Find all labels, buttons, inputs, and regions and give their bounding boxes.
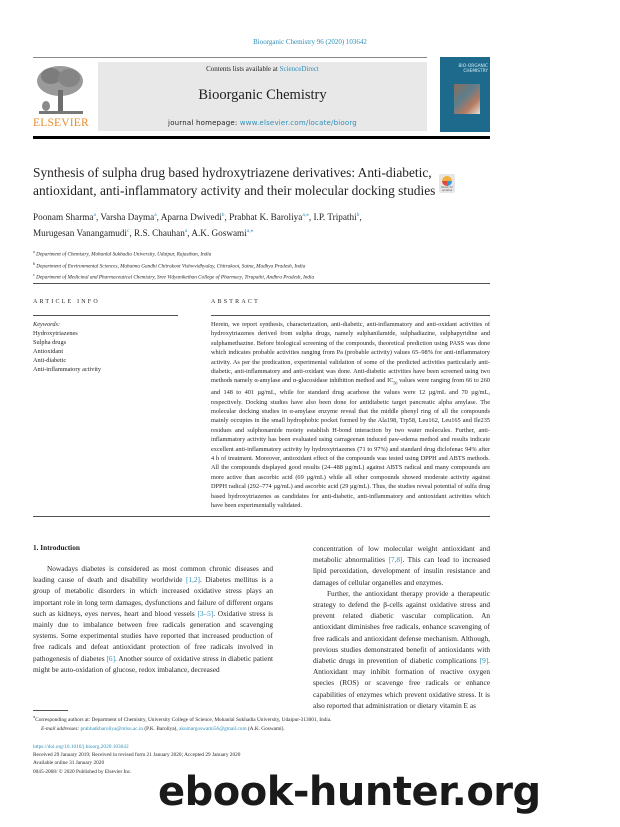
keywords-label: Keywords: [33, 321, 61, 328]
paragraph [313, 588, 490, 711]
crossmark-icon [442, 176, 452, 186]
author-affiliation-marker[interactable]: a [93, 212, 96, 218]
email-link[interactable]: prabhatkbaroliya@mlsu.ac.in [80, 725, 144, 732]
cover-artwork [454, 84, 480, 114]
author-affiliation-marker[interactable]: c [126, 227, 130, 234]
watermark-text: ebook-hunter.org [158, 769, 541, 815]
author-name[interactable]: Aparna Dwivedi [160, 212, 222, 222]
keyword-item: Anti-inflammatory activity [33, 366, 102, 373]
citation-link[interactable]: [9] [479, 656, 489, 666]
author-list: Poonam Sharma$^a$, Varsha Dayma$^a$, Aparna Dwivedi$^b$, Prabhat K. Baroliya$^{a,⁎}$, I.P. Tripathi$^b$, Murugesan Vanangamudi$^c$, R.S. Chauhan$^a$, A.K. Goswami$^{a,⁎}$ [33, 212, 362, 238]
affiliation-list [33, 248, 483, 283]
body-column-left [33, 563, 273, 675]
footnote-emails [33, 725, 503, 734]
email-label: E-mail addresses: [41, 725, 80, 732]
article-info-heading: ARTICLE INFO [33, 299, 100, 305]
header-top-rule [33, 57, 427, 58]
doi-link[interactable]: https://doi.org/10.1016/j.bioorg.2020.103642 [33, 744, 129, 750]
abstract-body [211, 320, 490, 510]
email-owner: (P.K. Baroliya), [143, 725, 179, 732]
keyword-item: Sulpha drugs [33, 339, 67, 346]
affiliation-item [33, 248, 483, 260]
abstract-rule [211, 315, 490, 316]
available-online: Available online 31 January 2020 [33, 760, 105, 767]
email-link[interactable]: akumargoswami56@gmail.com [178, 725, 247, 732]
author-affiliation-marker[interactable]: a,⁎ [302, 212, 309, 218]
author-name[interactable]: Murugesan Vanangamudi [33, 227, 127, 238]
crossmark-label: Check for updates [440, 186, 454, 192]
author-name[interactable]: Prabhat K. Baroliya [229, 212, 303, 222]
abstract-heading: ABSTRACT [211, 299, 260, 305]
running-head-citation[interactable]: Bioorganic Chemistry 96 (2020) 103642 [253, 38, 367, 46]
abstract-bottom-rule [33, 516, 490, 517]
author-name[interactable]: A.K. Goswami [191, 227, 247, 238]
footnote-corresponding [33, 713, 503, 725]
author-affiliation-marker[interactable]: a,⁎ [246, 227, 254, 234]
article-title: Synthesis of sulpha drug based hydroxytriazene derivatives: Anti-diabetic, antioxidant, anti-inflammatory activity and their molecular docking studies [33, 165, 436, 198]
affiliation-item [33, 260, 483, 272]
body-column-right [313, 543, 490, 711]
paragraph-text: . This can lead to increased lipid peroxidation, development of insulin resistance and damages of cellular organelles and enzymes. [313, 555, 490, 587]
article-history: Received 29 January 2019; Received in revised form 21 January 2020; Accepted 29 January 2020 [33, 752, 241, 759]
section-divider [33, 283, 490, 284]
corresponding-author-footnote [33, 713, 503, 733]
citation-link[interactable]: [3–5] [197, 608, 214, 618]
crossmark-check-for-updates-button[interactable] [439, 174, 455, 193]
sciencedirect-link[interactable]: ScienceDirect [279, 65, 319, 73]
elsevier-wordmark: ELSEVIER [33, 117, 89, 129]
paragraph-text: . Oxidative stress is mainly due to imbalance between free radicals generation and scavenging systems. Some experimental studies have reported that increased production of free radicals and defeat antioxidant protection of free radicals involved in pathogenesis of diabetes [33, 608, 273, 663]
footnote-marker: ⁎ [33, 714, 36, 719]
keywords-list [33, 320, 183, 374]
homepage-link[interactable]: www.elsevier.com/locate/bioorg [239, 119, 357, 127]
paragraph [313, 543, 490, 588]
author-name[interactable]: Varsha Dayma [100, 212, 155, 222]
journal-cover-thumbnail[interactable] [440, 57, 490, 132]
header-thick-rule [33, 136, 490, 139]
paragraph-text: . Diabetes mellitus is a group of metabolic disorders in which increased oxidative stress plays an important role in long term damages, dysfunctions and failure of different organs such as kidneys, eyes nerves, heart and blood vessels [33, 575, 273, 618]
author-name[interactable]: Poonam Sharma [33, 212, 94, 222]
affiliation-item [33, 271, 483, 283]
affiliation-text: Department of Medicinal and Pharmaceutical Chemistry, Sree Vidyanikethan College of Pharmacy, Tirupathi, Andhra Pradesh, India [36, 274, 315, 281]
citation-link[interactable]: [1,2] [186, 575, 200, 585]
paragraph-text: . Antioxidant may inhibit formation of reactive oxygen species (ROS) or scavenge free radicals or enhance capabilities of enzymes which prevent oxidative stress. It is also reported that administration or dietary vitamin E as [313, 656, 490, 710]
citation-link[interactable]: [6] [106, 653, 116, 663]
article-info-rule [33, 315, 178, 316]
paragraph-text: Nowadays diabetes is considered as most common chronic diseases and leading cause of death and disability worldwide [33, 564, 273, 585]
author-affiliation-marker[interactable]: b [221, 212, 225, 218]
author-affiliation-marker[interactable]: a [154, 212, 157, 218]
paragraph [33, 563, 273, 675]
abstract-text: Herein, we report synthesis, characterization, anti-diabetic, anti-inflammatory and anti-oxidant activities of hydroxytriazenes derived from sulpha drugs, namely sulphanilamide, sulphadiazine, sulphapyridine and sulphamethazine. Before biological screening of the compounds, theoretical prediction using PASS was done which indicates probable activities ranging from Pa (probable activity) values 65–98% for anti-inflammatory activity. As per the predication, experimental validation of some of the predicted activities particularly anti-diabetic, anti-inflammatory and anti-oxidant was done. Anti-diabetic activities have been screened using two methods namely α-amylase and α-glucosidase inhibition method and IC [211, 321, 490, 385]
citation-link[interactable]: [7,8] [388, 555, 403, 565]
affiliation-key: c [33, 272, 35, 278]
journal-name: Bioorganic Chemistry [198, 87, 327, 103]
affiliation-key: b [33, 260, 35, 266]
affiliation-key: a [33, 249, 35, 254]
journal-homepage [98, 119, 427, 127]
abstract-subscript: 50 [393, 380, 398, 386]
affiliation-text: Department of Chemistry, Mohanlal Sukhadia University, Udaipur, Rajasthan, India [36, 251, 212, 258]
author-affiliation-marker[interactable]: a [184, 227, 188, 234]
author-name[interactable]: I.P. Tripathi [313, 212, 357, 222]
author-affiliation-marker[interactable]: b [356, 212, 360, 218]
paragraph-text: Further, the antioxidant therapy provide a therapeutic strategy to defend the β-cells against oxidative stress and prevent related diabetic vascular complication. An antioxidant diminishes free radicals, enhance scavenging of free radicals and antioxidant defense mechanism. Although, previous studies demonstrated benefit of antioxidants with diabetic drugs in prevention of diabetic complications [313, 588, 490, 666]
paragraph-text: . Another source of oxidative stress in diabetic patient might be auto-oxidation of glucose, redox imbalance, decreased [33, 653, 273, 674]
author-name[interactable]: R.S. Chauhan [134, 227, 185, 238]
footnote-rule [33, 710, 68, 711]
email-owner: (A.K. Goswami). [246, 725, 285, 732]
copyright-line: 0045-2068/ © 2020 Published by Elsevier Inc. [33, 768, 132, 775]
keyword-item: Antioxidant [33, 348, 64, 355]
keyword-item: Anti-diabetic [33, 357, 67, 364]
homepage-prefix: journal homepage: [168, 119, 240, 127]
contents-availability [98, 65, 427, 73]
affiliation-text: Department of Environmental Sciences, Mahatma Gandhi Chitrakoot Vishwvidhyalay, Chitrakoot, Satna, Madhya Pradesh, India [36, 263, 306, 270]
elsevier-logo[interactable] [33, 62, 88, 135]
paragraph-text: concentration of low molecular weight antioxidant and metabolic abnormalities [313, 544, 490, 565]
cover-title: BIO-ORGANIC CHEMISTRY [458, 64, 488, 74]
abstract-text: values were ranging from 66 to 260 and 148 to 401 µg/mL, while for standard drug acarbose the values were 12 µg/mL and 70 µg/mL, respectively. Docking studies have also been done for antidiabetic target pancreatic alpha amylase. The molecular docking studies in α-amylase enzyme reveal that the middle phenyl ring of all the compounds mainly occupies in the small hydrophobic pocket formed by the Ala198, Trp58, Leu162, Leu165 and Ile235 residues and sulphonamide moiety establish H-bond interaction by two water molecules. Further, anti-inflammatory activity has been evaluated using carrageenan induced paw-edema method and results indicate excellent anti-inflammatory activity by hydroxytriazenes (71 to 97%) and standard drug diclofenac 94% after 4 h of treatment. Moreover, antioxidant effect of the compounds was tested using DPPH and ABTS methods. All the compounds displayed good results (24–488 µg/mL) against ABTS radical and many compounds are more active than ascorbic acid (69 µg/mL) while all other compounds showed moderate activity against DPPH radical (292–774 µg/mL) and ascorbic acid (29 µg/mL). Thus, the studies reveal potential of sulfa drug based hydroxytriazenes as candidates for anti-diabetic, anti-inflammatory and antioxidant activities which have been experimentally validated. [211, 377, 491, 509]
introduction-heading: 1. Introduction [33, 543, 80, 552]
footnote-text: Corresponding authors at: Department of Chemistry, University College of Science, Mohanlal Sukhadia University, Udaipur-313001, India. [35, 716, 332, 723]
elsevier-tree-icon [35, 64, 85, 116]
keyword-item: Hydroxytriazenes [33, 330, 78, 337]
contents-prefix: Contents lists available at [206, 65, 280, 73]
